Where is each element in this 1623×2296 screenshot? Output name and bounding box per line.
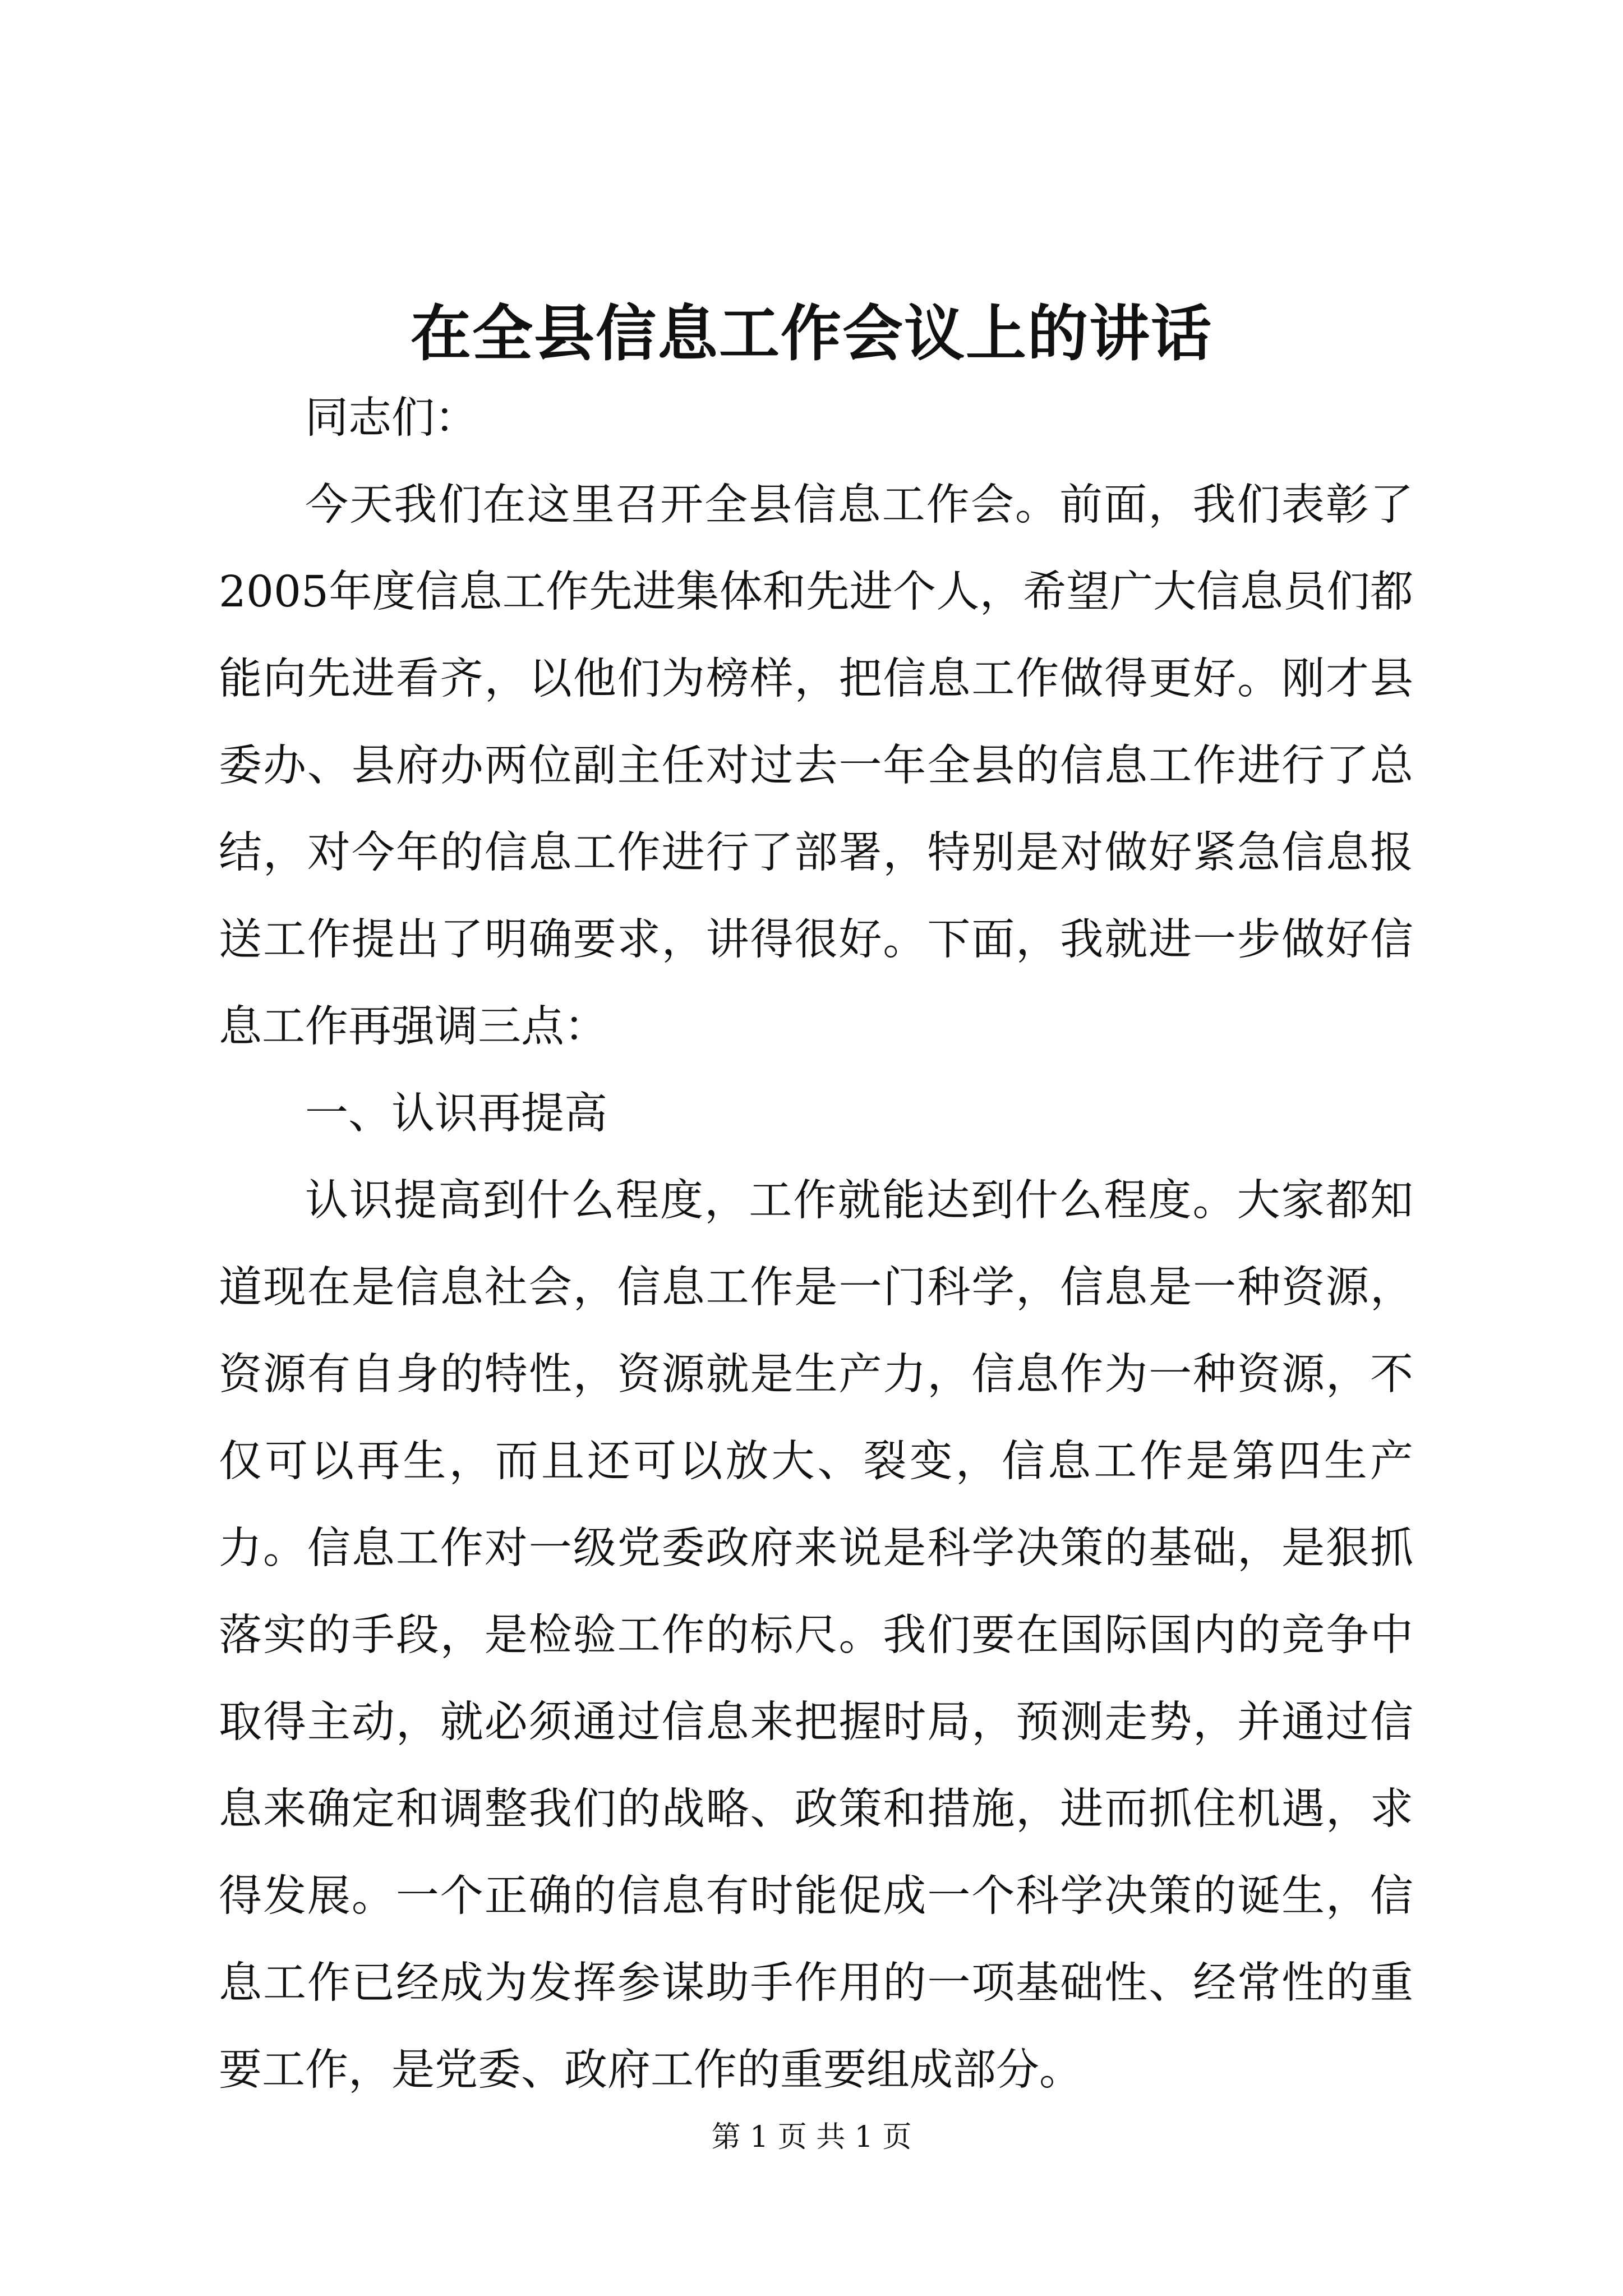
page-footer: 第 1 页 共 1 页: [711, 2120, 912, 2154]
document-body: [219, 375, 1413, 2114]
document-title: 在全县信息工作会议上的讲话: [410, 298, 1212, 369]
intro-paragraph: 今天我们在这里召开全县信息工作会。前面，我们表彰了2005年度信息工作先进集体和先进个人，希望广大信息员们都能向先进看齐，以他们为榜样，把信息工作做得更好。刚才县委办、县府办两位副主任对过去一年全县的信息工作进行了总结，对今年的信息工作进行了部署，特别是对做好紧急信息报送工作提出了明确要求，讲得很好。下面，我就进一步做好信息工作再强调三点：: [219, 480, 1413, 1052]
section-paragraph: 认识提高到什么程度，工作就能达到什么程度。大家都知道现在是信息社会，信息工作是一门科学，信息是一种资源，资源有自身的特性，资源就是生产力，信息作为一种资源，不仅可以再生，而且还可以放大、裂变，信息工作是第四生产力。信息工作对一级党委政府来说是科学决策的基础，是狠抓落实的手段，是检验工作的标尺。我们要在国际国内的竞争中取得主动，就必须通过信息来把握时局，预测走势，并通过信息来确定和调整我们的战略、政策和措施，进而抓住机遇，求得发展。一个正确的信息有时能促成一个科学决策的诞生，信息工作已经成为发挥参谋助手作用的一项基础性、经常性的重要工作，是党委、政府工作的重要组成部分。: [219, 1176, 1413, 2095]
section-heading: 一、认识再提高: [305, 1089, 607, 1139]
salutation-paragraph: 同志们：: [305, 393, 478, 443]
